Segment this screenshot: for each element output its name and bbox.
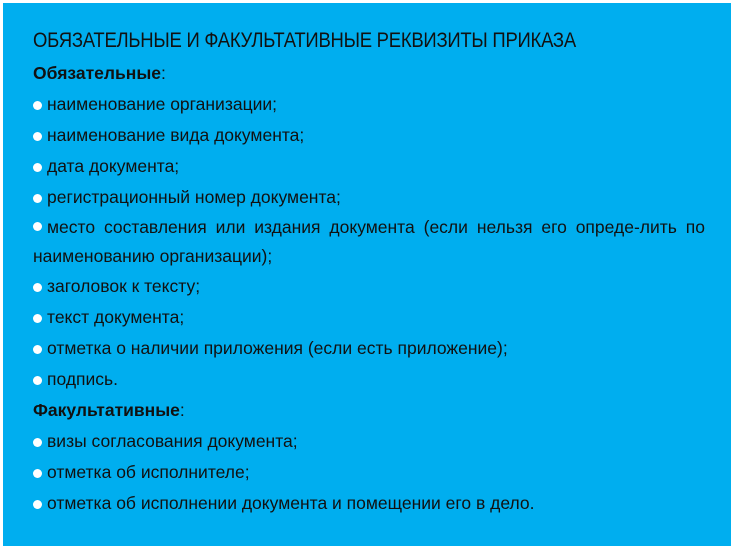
list-item-text: регистрационный номер документа;	[47, 187, 341, 207]
list-item-text: визы согласования документа;	[47, 431, 298, 451]
list-item-text: отметка о наличии приложения (если есть приложение);	[47, 338, 508, 358]
required-heading-colon: :	[161, 63, 166, 83]
list-item	[33, 488, 705, 519]
list-item-text: текст документа;	[47, 307, 185, 327]
list-item-text: отметка об исполнении документа и помещении его в дело.	[47, 493, 535, 513]
list-item-text: наименование вида документа;	[47, 125, 305, 145]
optional-heading-colon: :	[179, 400, 185, 420]
required-heading	[33, 58, 705, 89]
bullet-icon	[33, 194, 42, 203]
list-item-text: подпись.	[47, 369, 119, 389]
list-item	[33, 89, 705, 120]
bullet-icon	[33, 376, 42, 385]
list-item	[33, 271, 705, 302]
list-item	[33, 426, 705, 457]
list-item-text: место составления или издания документа (если нельзя его опреде-лить по наименованию организации);	[33, 217, 705, 266]
optional-heading-label: Факультативные	[33, 400, 180, 420]
list-item-text: отметка об исполнителе;	[47, 462, 250, 482]
list-item	[33, 213, 705, 271]
optional-heading	[33, 395, 705, 426]
bullet-icon	[33, 283, 42, 292]
list-item	[33, 302, 705, 333]
required-heading-label: Обязательные	[33, 63, 162, 83]
list-item-text: дата документа;	[47, 156, 180, 176]
bullet-icon	[33, 101, 42, 110]
bullet-icon	[33, 438, 42, 447]
list-item	[33, 120, 705, 151]
list-item	[33, 457, 705, 488]
bullet-icon	[33, 469, 42, 478]
list-item	[33, 182, 705, 213]
bullet-icon	[33, 222, 42, 231]
list-item	[33, 151, 705, 182]
panel-title: ОБЯЗАТЕЛЬНЫЕ И ФАКУЛЬТАТИВНЫЕ РЕКВИЗИТЫ ПРИКАЗА	[33, 28, 576, 52]
required-list	[33, 89, 705, 395]
bullet-icon	[33, 132, 42, 141]
list-item	[33, 364, 705, 395]
list-item	[33, 333, 705, 364]
bullet-icon	[33, 500, 42, 509]
optional-list	[33, 426, 705, 519]
list-item-text: заголовок к тексту;	[47, 276, 201, 296]
list-item-text: наименование организации;	[47, 94, 278, 114]
bullet-icon	[33, 345, 42, 354]
requisites-panel	[3, 3, 731, 546]
bullet-icon	[33, 314, 42, 323]
bullet-icon	[33, 163, 42, 172]
